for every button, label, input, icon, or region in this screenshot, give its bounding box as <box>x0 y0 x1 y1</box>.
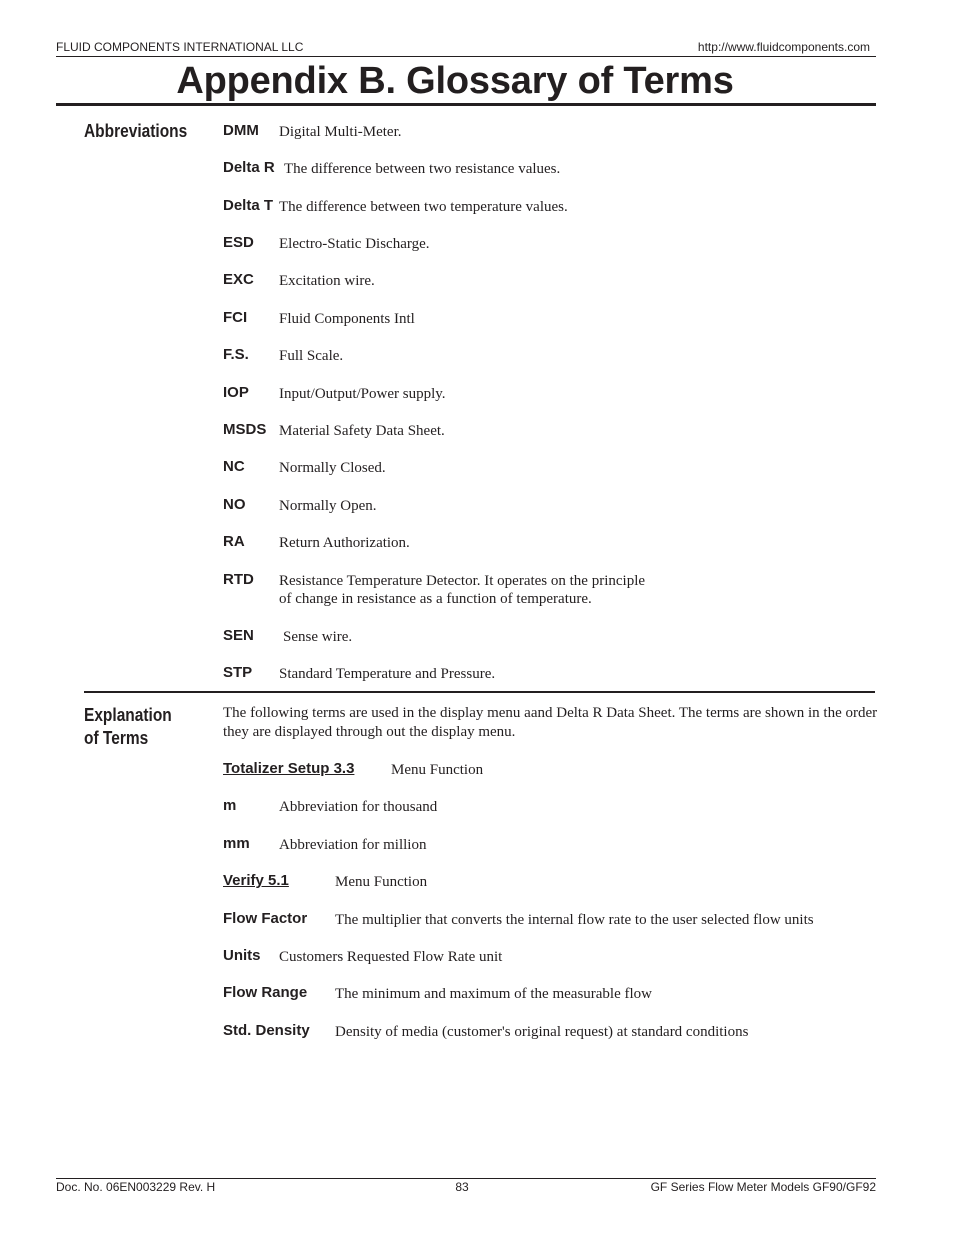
abbr-definition: Digital Multi-Meter. <box>279 124 402 140</box>
abbr-definition: Fluid Components Intl <box>279 311 415 327</box>
title-divider <box>56 103 876 106</box>
abbr-definition-continued: of change in resistance as a function of temperature. <box>279 591 592 607</box>
abbr-definition: Return Authorization. <box>279 535 410 551</box>
section-divider <box>84 691 875 693</box>
abbr-term: IOP <box>223 384 249 401</box>
abbr-definition: Full Scale. <box>279 348 344 364</box>
abbr-term: Delta T <box>223 197 274 214</box>
abbr-term: EXC <box>223 271 254 288</box>
explanation-term: Flow Factor <box>223 910 308 927</box>
abbr-term: RTD <box>223 571 254 588</box>
explanation-definition: The multiplier that converts the internal flow rate to the user selected flow units <box>335 912 814 928</box>
abbr-term: MSDS <box>223 421 267 438</box>
explanation-term: mm <box>223 835 250 852</box>
abbr-term: DMM <box>223 122 259 139</box>
header-url[interactable]: http://www.fluidcomponents.com <box>697 40 870 54</box>
abbr-term: RA <box>223 533 245 550</box>
abbr-definition: Electro-Static Discharge. <box>279 236 430 252</box>
footer-doc-number: Doc. No. 06EN003229 Rev. H <box>56 1180 216 1194</box>
abbr-term: F.S. <box>223 346 249 363</box>
abbr-term: SEN <box>223 627 254 644</box>
explanation-label-line2: of Terms <box>84 728 149 748</box>
abbr-term: NC <box>223 458 245 475</box>
abbr-definition: Input/Output/Power supply. <box>279 386 446 402</box>
abbr-definition: Normally Open. <box>279 498 377 514</box>
abbreviations-label: Abbreviations <box>84 121 188 141</box>
explanation-intro: The following terms are used in the display menu aand Delta R Data Sheet. The terms are shown in the order they are displayed through out the display menu. <box>223 705 878 740</box>
abbr-definition: Material Safety Data Sheet. <box>279 423 445 439</box>
explanation-term: Verify 5.1 <box>223 872 289 889</box>
abbr-term: ESD <box>223 234 254 251</box>
page-title: Appendix B. Glossary of Terms <box>176 60 734 102</box>
explanation-label: Explanation <box>84 705 172 725</box>
abbr-definition: Excitation wire. <box>279 273 375 289</box>
abbr-definition: Standard Temperature and Pressure. <box>279 666 496 682</box>
header-divider <box>56 56 876 57</box>
explanation-term: Totalizer Setup 3.3 <box>223 760 355 777</box>
explanation-term: m <box>223 797 237 814</box>
abbr-definition: Resistance Temperature Detector. It operates on the principle <box>279 573 646 589</box>
abbr-definition: The difference between two temperature values. <box>279 199 568 215</box>
header-company: FLUID COMPONENTS INTERNATIONAL LLC <box>56 40 304 54</box>
explanation-term: Std. Density <box>223 1022 310 1039</box>
abbr-term: STP <box>223 664 253 681</box>
explanation-term: Flow Range <box>223 984 308 1001</box>
footer-page-number: 83 <box>455 1180 469 1194</box>
abbr-definition: The difference between two resistance values. <box>284 161 561 177</box>
explanation-definition: Abbreviation for thousand <box>279 799 438 815</box>
explanation-term: Units <box>223 947 261 964</box>
abbr-definition: Normally Closed. <box>279 460 386 476</box>
explanation-definition: The minimum and maximum of the measurable flow <box>335 986 653 1002</box>
abbr-definition: Sense wire. <box>283 629 353 645</box>
explanation-definition: Menu Function <box>391 762 484 778</box>
explanation-definition: Density of media (customer's original request) at standard conditions <box>335 1024 749 1040</box>
footer-divider <box>56 1178 876 1179</box>
explanation-definition: Abbreviation for million <box>279 837 427 853</box>
abbr-term: FCI <box>223 309 248 326</box>
abbr-term: Delta R <box>223 159 275 176</box>
explanation-definition: Customers Requested Flow Rate unit <box>279 949 503 965</box>
abbr-term: NO <box>223 496 246 513</box>
explanation-definition: Menu Function <box>335 874 428 890</box>
footer-product: GF Series Flow Meter Models GF90/GF92 <box>650 1180 876 1194</box>
